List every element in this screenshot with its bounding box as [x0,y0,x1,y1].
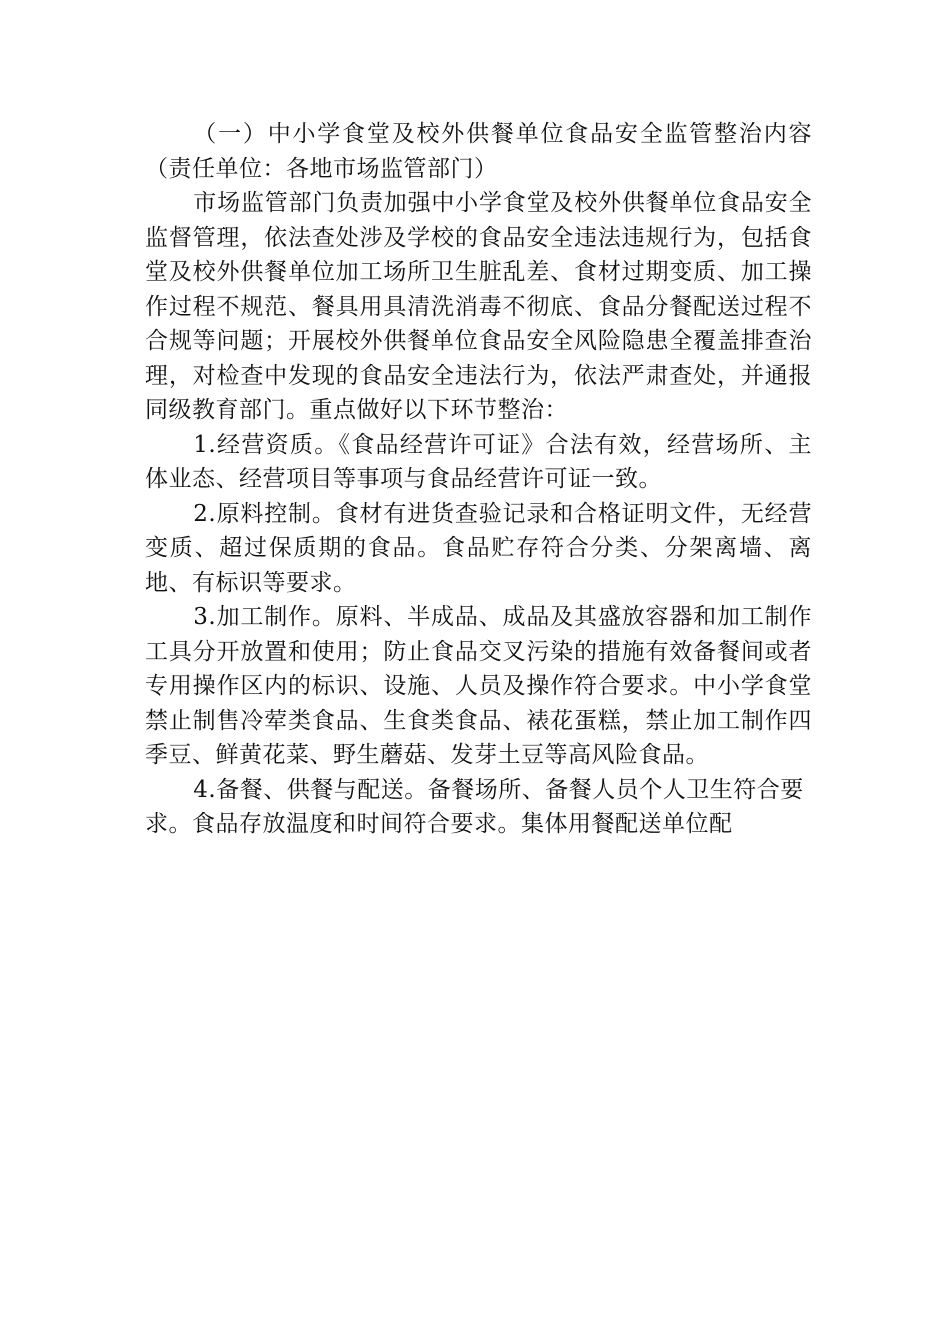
item-3-processing: 3.加工制作。原料、半成品、成品及其盛放容器和加工制作工具分开放置和使用；防止食品交叉污染的措施有效备餐间或者专用操作区内的标识、设施、人员及操作符合要求。中小学食堂禁止制售冷荤类食品、生食类食品、裱花蛋糕，禁止加工制作四季豆、鲜黄花菜、野生蘑菇、发芽土豆等高风险食品。 [145,604,812,768]
item-2-raw-material-control: 2.原料控制。食材有进货查验记录和合格证明文件，无经营变质、超过保质期的食品。食品贮存符合分类、分架离墙、离地、有标识等要求。 [145,500,812,596]
section-heading-paragraph: （一）中小学食堂及校外供餐单位食品安全监管整治内容（责任单位：各地市场监管部门） [145,121,812,182]
intro-paragraph: 市场监管部门负责加强中小学食堂及校外供餐单位食品安全监督管理，依法查处涉及学校的食品安全违法违规行为，包括食堂及校外供餐单位加工场所卫生脏乱差、食材过期变质、加工操作过程不规范、餐具用具清洗消毒不彻底、食品分餐配送过程不合规等问题；开展校外供餐单位食品安全风险隐患全覆盖排查治理，对检查中发现的食品安全违法行为，依法严肃查处，并通报同级教育部门。重点做好以下环节整治： [145,190,812,423]
item-4-meal-preparation-delivery: 4.备餐、供餐与配送。备餐场所、备餐人员个人卫生符合要求。食品存放温度和时间符合要求。集体用餐配送单位配 [145,776,804,837]
item-1-business-qualification: 1.经营资质。《食品经营许可证》合法有效，经营场所、主体业态、经营项目等事项与食品经营许可证一致。 [145,431,812,492]
document-body [145,117,812,842]
